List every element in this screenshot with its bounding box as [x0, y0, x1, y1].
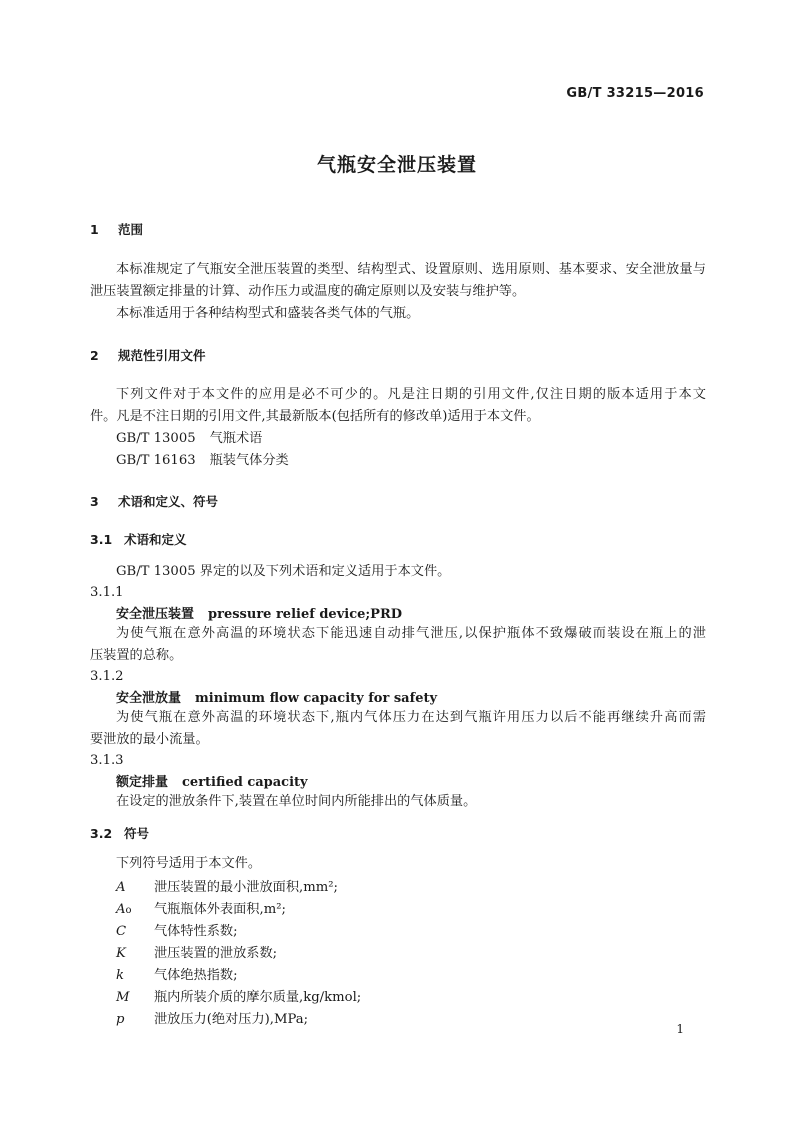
term-zh: 安全泄放量	[116, 691, 182, 706]
definition-line: 要泄放的最小流量。	[90, 732, 209, 747]
term-en: minimum flow capacity for safety	[195, 691, 438, 706]
section-number: 3	[90, 494, 99, 509]
section-title: 范围	[118, 222, 144, 237]
symbol-row	[116, 942, 277, 961]
paragraph-line: 下列文件对于本文件的应用是必不可少的。凡是注日期的引用文件,仅注日期的版本适用于本文	[116, 387, 706, 402]
section-number: 2	[90, 348, 99, 363]
symbol: A	[116, 880, 126, 895]
symbol-description: 气瓶瓶体外表面积,m²;	[154, 902, 286, 917]
symbol: K	[116, 946, 126, 961]
reference-title: 气瓶术语	[209, 431, 263, 446]
section-3-heading	[90, 492, 218, 510]
page-number: 1	[676, 1022, 684, 1036]
term-number: 3.1.1	[90, 585, 124, 600]
subsection-3-1-heading	[90, 530, 187, 548]
definition-line: 为使气瓶在意外高温的环境状态下,瓶内气体压力在达到气瓶许用压力以后不能再继续升高而需	[116, 710, 706, 725]
symbol: M	[116, 990, 130, 1005]
symbol-row	[116, 1008, 308, 1027]
subsection-title: 术语和定义	[124, 532, 187, 547]
subsection-3-2-heading	[90, 824, 149, 842]
section-title: 术语和定义、符号	[118, 494, 219, 509]
reference-code: GB/T 13005	[116, 431, 196, 446]
term-number: 3.1.2	[90, 669, 124, 684]
term-number: 3.1.3	[90, 753, 124, 768]
subsection-title: 符号	[124, 826, 150, 841]
section-1-heading	[90, 220, 143, 238]
symbol-description: 瓶内所装介质的摩尔质量,kg/kmol;	[154, 990, 362, 1005]
symbol-row	[116, 920, 238, 939]
reference-item	[116, 428, 262, 450]
symbol-description: 泄放压力(绝对压力),MPa;	[154, 1012, 309, 1027]
term-en: certified capacity	[182, 775, 308, 790]
symbol: C	[116, 924, 127, 939]
symbol: k	[116, 968, 124, 983]
paragraph-line: 件。凡是不注日期的引用文件,其最新版本(包括所有的修改单)适用于本文件。	[90, 409, 540, 424]
symbol-description: 气体特性系数;	[154, 924, 238, 939]
definition-line: 压装置的总称。	[90, 648, 183, 663]
term-title	[116, 603, 402, 622]
subsection-number: 3.2	[90, 826, 113, 841]
document-title: 气瓶安全泄压装置	[316, 154, 477, 176]
reference-code: GB/T 16163	[116, 453, 196, 468]
term-title	[116, 687, 437, 706]
section-2-heading	[90, 346, 206, 364]
symbol: p	[116, 1012, 125, 1027]
symbol-row	[116, 986, 361, 1005]
paragraph-line: 泄压装置额定排量的计算、动作压力或温度的确定原则以及安装与维护等。	[90, 284, 526, 299]
reference-item	[116, 450, 289, 472]
section-number: 1	[90, 222, 99, 237]
term-title	[116, 771, 308, 790]
definition-line: 在设定的泄放条件下,装置在单位时间内所能排出的气体质量。	[116, 794, 477, 809]
paragraph-line: 本标准规定了气瓶安全泄压装置的类型、结构型式、设置原则、选用原则、基本要求、安全泄放量与	[116, 262, 706, 277]
reference-title: 瓶装气体分类	[209, 453, 289, 468]
definition-line: 为使气瓶在意外高温的环境状态下能迅速自动排气泄压,以保护瓶体不致爆破而装设在瓶上的泄	[116, 626, 706, 641]
symbol: Ao	[116, 902, 132, 917]
subsection-number: 3.1	[90, 532, 113, 547]
symbol-row	[116, 898, 286, 917]
section-title: 规范性引用文件	[118, 348, 206, 363]
symbol-description: 气体绝热指数;	[154, 968, 238, 983]
term-zh: 额定排量	[116, 775, 169, 790]
symbol-row	[116, 876, 338, 895]
standard-code: GB/T 33215—2016	[566, 86, 704, 101]
term-zh: 安全泄压装置	[116, 607, 195, 622]
term-en: pressure relief device;PRD	[208, 607, 403, 622]
paragraph: 下列符号适用于本文件。	[116, 856, 262, 871]
paragraph: 本标准适用于各种结构型式和盛装各类气体的气瓶。	[116, 306, 420, 321]
paragraph: GB/T 13005 界定的以及下列术语和定义适用于本文件。	[116, 564, 451, 579]
symbol-description: 泄压装置的最小泄放面积,mm²;	[154, 880, 338, 895]
symbol-row	[116, 964, 238, 983]
symbol-description: 泄压装置的泄放系数;	[154, 946, 278, 961]
